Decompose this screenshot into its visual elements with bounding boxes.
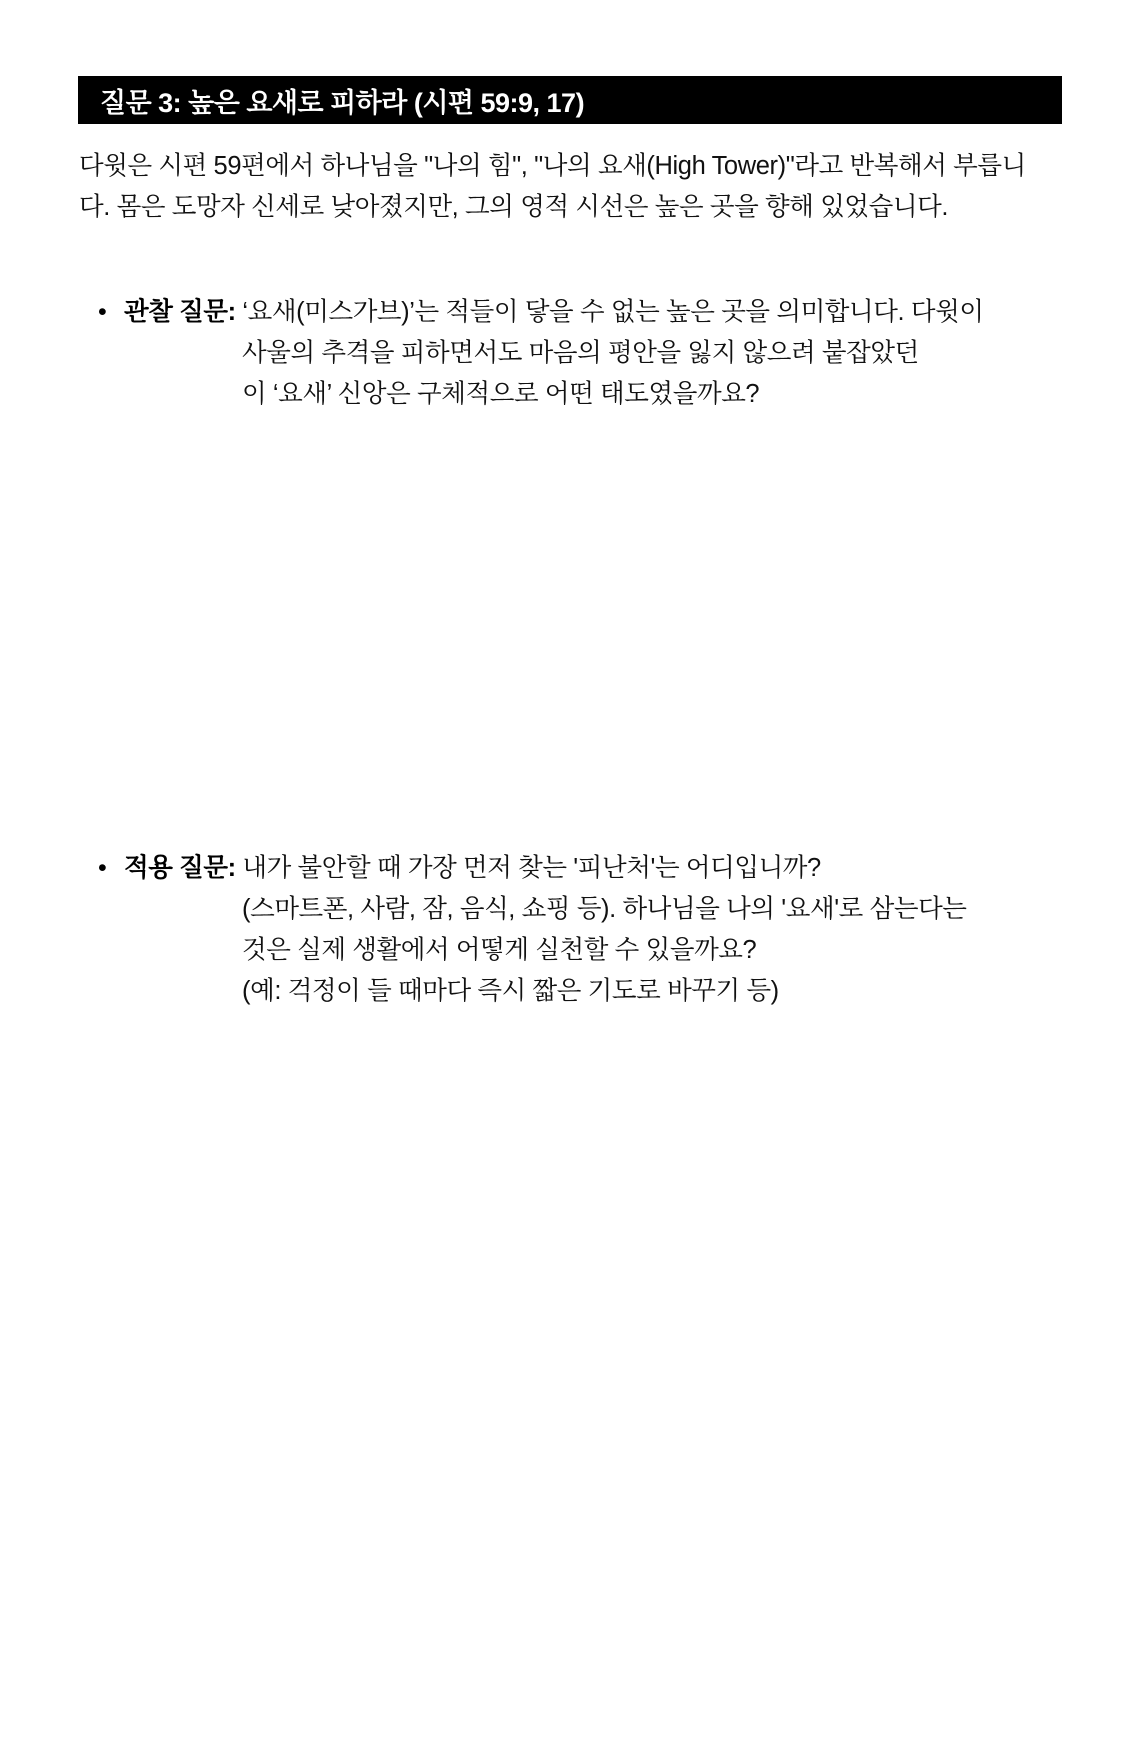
list-item-label: 적용 질문: [124,854,236,882]
list-item-body [124,848,1058,1012]
list-item-text: 이 ‘요새’ 신앙은 구체적으로 어떤 태도였을까요? [242,380,760,408]
list-item-text-line [124,930,1058,971]
list-item-text-line [124,971,1058,1012]
list-item-text: 것은 실제 생활에서 어떻게 실천할 수 있을까요? [242,936,757,964]
list-item-text: (스마트폰, 사람, 잠, 음식, 쇼핑 등). 하나님을 나의 '요새'로 삼는다는 [242,895,967,923]
list-item-text-line [124,374,1058,415]
bullet-icon: • [98,298,107,326]
list-item-label: 관찰 질문: [124,298,236,326]
list-item-first-line [124,848,1058,889]
bullet-icon: • [98,854,107,882]
list-item-body [124,292,1058,415]
list-item-text: ‘요새(미스가브)’는 적들이 닿을 수 없는 높은 곳을 의미합니다. 다윗이 [242,298,984,326]
intro-paragraph: 다윗은 시편 59편에서 하나님을 "나의 힘", "나의 요새(High Tower)"라고 반복해서 부릅니다. 몸은 도망자 신세로 낮아졌지만, 그의 영적 시선은 높은 곳을 향해 있었습니다. [79,152,1026,221]
list-item-text: (예: 걱정이 들 때마다 즉시 짧은 기도로 바꾸기 등) [242,977,779,1005]
list-item-first-line [124,292,1058,333]
section-header-bar [78,76,1062,124]
list-item-text-line [124,889,1058,930]
list-item [98,848,1058,1012]
list-item [98,292,1058,415]
list-item-text: 내가 불안할 때 가장 먼저 찾는 '피난처'는 어디입니까? [242,854,821,882]
list-item-text: 사울의 추격을 피하면서도 마음의 평안을 잃지 않으려 붙잡았던 [242,339,919,367]
list-item-text-line [124,333,1058,374]
page-title: 질문 3: 높은 요새로 피하라 (시편 59:9, 17) [100,87,585,118]
